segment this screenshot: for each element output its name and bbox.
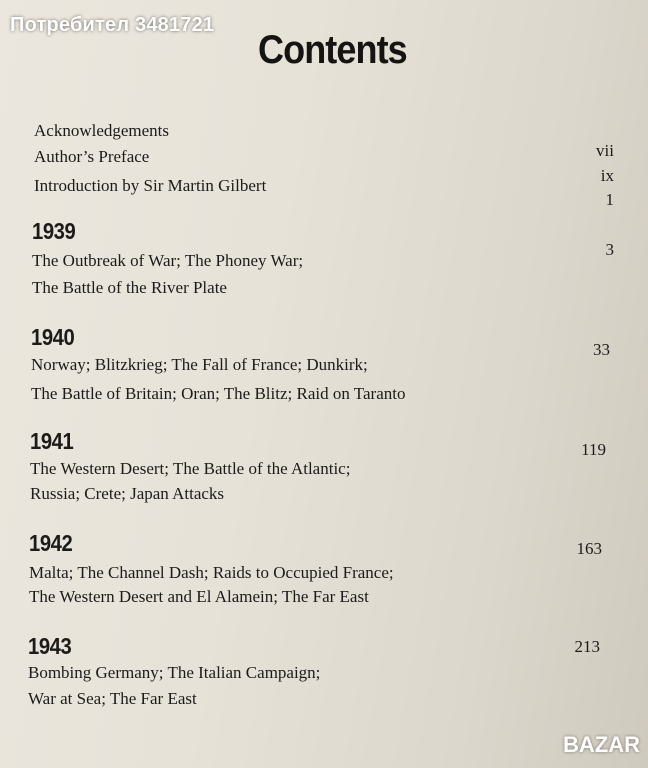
section-line-1941-1: The Western Desert; The Battle of the Atlantic;	[30, 459, 351, 478]
section-year-1939: 1939	[32, 218, 76, 244]
section-page-1939: 3	[605, 240, 614, 259]
section-page-1941: 119	[581, 440, 606, 459]
section-page-1940: 33	[593, 340, 610, 359]
section-year-1943: 1943	[28, 633, 72, 659]
bazar-logo: BAZAR	[563, 732, 640, 757]
toc-entry-introduction: Introduction by Sir Martin Gilbert	[34, 176, 267, 195]
section-line-1942-1: Malta; The Channel Dash; Raids to Occupied France;	[29, 563, 394, 582]
section-year-1942: 1942	[29, 530, 73, 556]
section-line-1943-2: War at Sea; The Far East	[28, 689, 197, 708]
toc-page-acknowledgements: vii	[596, 141, 614, 160]
page-title: Contents	[258, 28, 407, 72]
toc-entry-preface: Author’s Preface	[34, 147, 150, 166]
toc-entry-acknowledgements: Acknowledgements	[34, 121, 170, 140]
section-line-1939-2: The Battle of the River Plate	[32, 278, 227, 297]
section-line-1942-2: The Western Desert and El Alamein; The Far East	[29, 587, 369, 606]
section-year-1941: 1941	[30, 428, 74, 454]
section-page-1942: 163	[576, 539, 602, 558]
section-line-1943-1: Bombing Germany; The Italian Campaign;	[28, 663, 321, 682]
section-line-1939-1: The Outbreak of War; The Phoney War;	[32, 251, 304, 270]
section-line-1941-2: Russia; Crete; Japan Attacks	[30, 484, 225, 503]
toc-page-introduction: 1	[605, 190, 614, 209]
section-line-1940-2: The Battle of Britain; Oran; The Blitz; Raid on Taranto	[31, 384, 406, 403]
section-line-1940-1: Norway; Blitzkrieg; The Fall of France; Dunkirk;	[31, 355, 368, 374]
toc-page-preface: ix	[600, 166, 614, 185]
user-watermark: Потребител 3481721	[10, 14, 215, 36]
section-year-1940: 1940	[31, 324, 75, 350]
section-page-1943: 213	[574, 637, 600, 656]
